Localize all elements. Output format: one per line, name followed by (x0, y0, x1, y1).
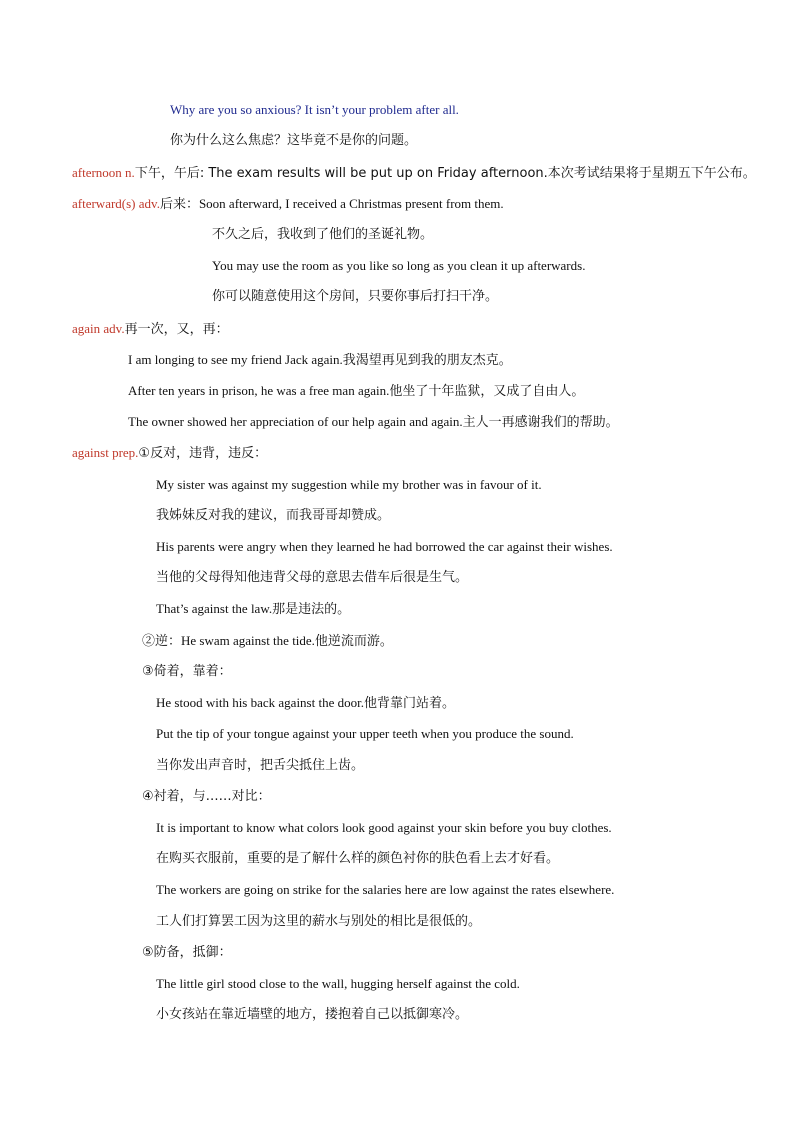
entry-afternoon (72, 164, 756, 183)
example-sentence-en: The little girl stood close to the wall, hugging herself against the cold. (156, 976, 520, 991)
entry-afterwards-text: 后来：Soon afterward, I received a Christmas present from them. (159, 196, 504, 211)
example-sentence-en: It is important to know what colors look good against your skin before you buy clothes. (156, 820, 612, 835)
example-sentence-zh: 当他的父母得知他违背父母的意思去借车后很是生气。 (156, 570, 469, 585)
example-sentence-zh: 工人们打算罢工因为这里的薪水与别处的相比是很低的。 (156, 914, 482, 929)
example-sentence-zh: 你为什么这么焦虑？这毕竟不是你的问题。 (170, 133, 418, 148)
example-sentence-en: Why are you so anxious? It isn’t your problem after all. (170, 102, 459, 117)
example-sentence: The owner showed her appreciation of our help again and again.主人一再感谢我们的帮助。 (128, 414, 619, 429)
headword-afternoon: afternoon n. (72, 165, 135, 180)
example-sentence-zh: 不久之后，我收到了他们的圣诞礼物。 (212, 227, 434, 242)
headword-again: again adv. (72, 321, 125, 336)
example-sentence-zh: 你可以随意使用这个房间，只要你事后打扫干净。 (212, 289, 499, 304)
example-sentence-en: Put the tip of your tongue against your upper teeth when you produce the sound. (156, 726, 574, 741)
entry-again-text: 再一次，又，再： (124, 322, 229, 337)
entry-against-text: ①反对，违背，违反： (138, 446, 268, 461)
example-sentence-zh: 在购买衣服前，重要的是了解什么样的颜色衬你的肤色看上去才好看。 (156, 851, 560, 866)
example-sentence: After ten years in prison, he was a free man again.他坐了十年监狱，又成了自由人。 (128, 383, 585, 398)
entry-against (72, 444, 267, 463)
headword-afterwards: afterward(s) adv. (72, 196, 160, 211)
example-sentence-zh: 我姊妹反对我的建议，而我哥哥却赞成。 (156, 508, 391, 523)
example-sentence: That’s against the law.那是违法的。 (156, 601, 351, 616)
entry-afternoon-text: 下午，午后: The exam results will be put up on Friday afternoon.本次考试结果将于星期五下午公布。 (134, 166, 756, 181)
entry-afterwards (72, 195, 504, 213)
headword-against: against prep. (72, 445, 139, 460)
entry-again (72, 320, 229, 339)
example-sentence-zh: 当你发出声音时，把舌尖抵住上齿。 (156, 758, 365, 773)
example-sentence-en: The workers are going on strike for the salaries here are low against the rates elsewhere. (156, 882, 615, 897)
sense-3: ③倚着，靠着： (142, 664, 232, 679)
example-sentence-en: You may use the room as you like so long as you clean it up afterwards. (212, 258, 586, 273)
example-sentence: He stood with his back against the door.他背靠门站着。 (156, 695, 455, 710)
example-sentence-zh: 小女孩站在靠近墙壁的地方，搂抱着自己以抵御寒冷。 (156, 1007, 469, 1022)
example-sentence-en: My sister was against my suggestion while my brother was in favour of it. (156, 477, 542, 492)
sense-2: ②逆：He swam against the tide.他逆流而游。 (142, 633, 393, 648)
sense-4: ④衬着，与……对比： (142, 789, 271, 804)
sense-5: ⑤防备，抵御： (142, 945, 232, 960)
example-sentence-en: His parents were angry when they learned he had borrowed the car against their wishes. (156, 539, 613, 554)
example-sentence: I am longing to see my friend Jack again.我渴望再见到我的朋友杰克。 (128, 352, 512, 367)
